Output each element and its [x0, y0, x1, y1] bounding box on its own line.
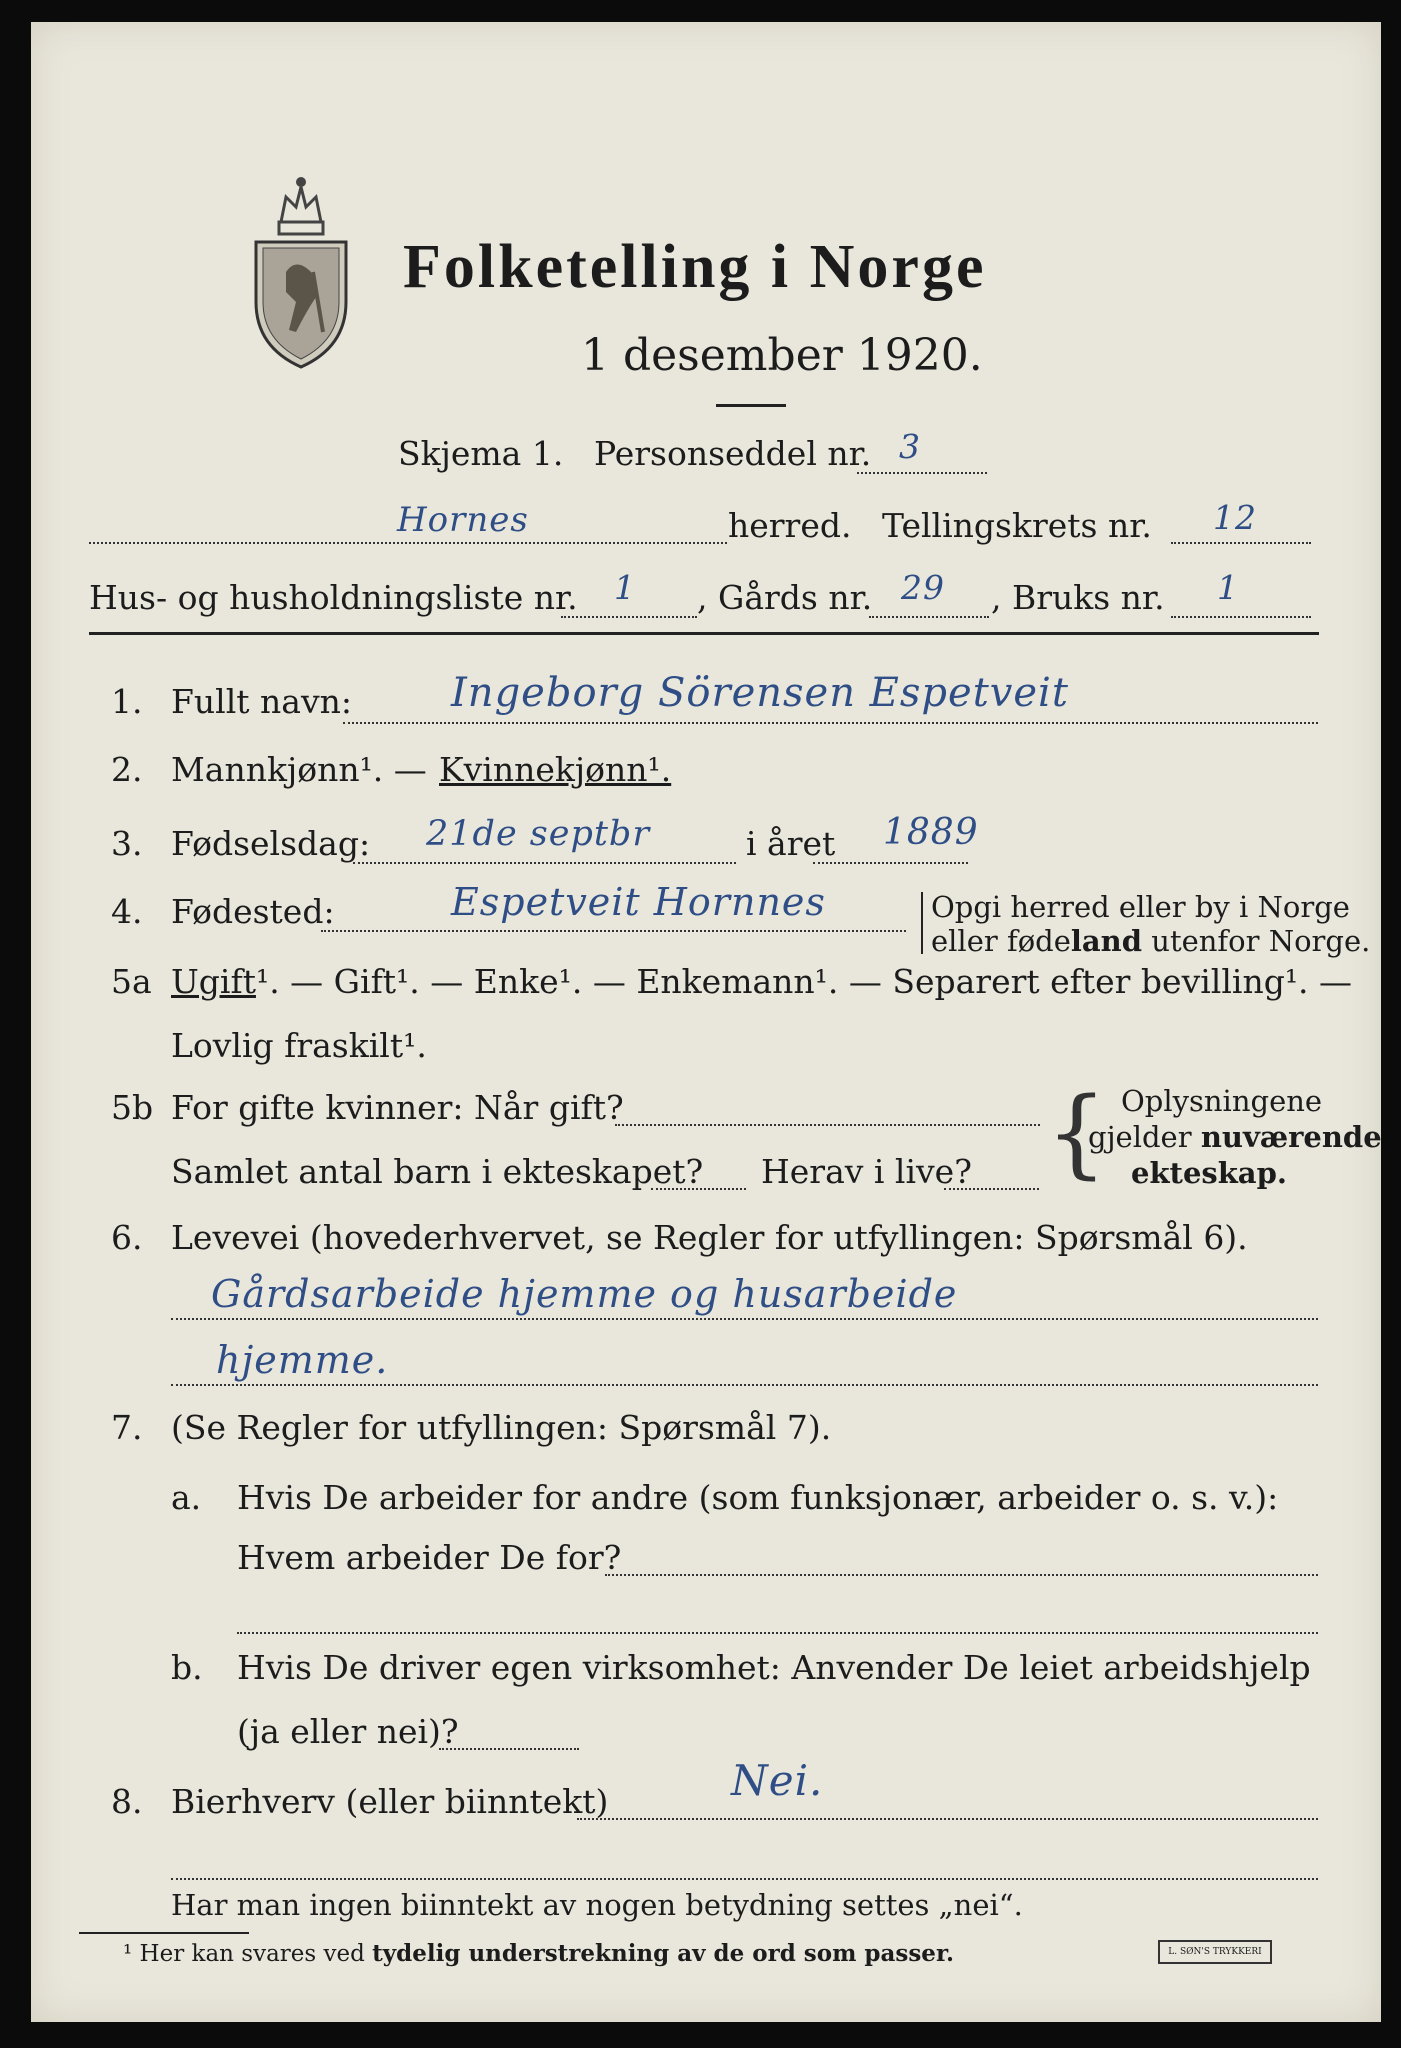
herred-value: Hornes — [397, 500, 529, 540]
personseddel-line — [857, 472, 987, 474]
q5b-brace: { — [1046, 1077, 1108, 1189]
q8-number: 8. — [111, 1782, 143, 1821]
q7b-question: (ja eller nei)? — [237, 1712, 459, 1751]
q4-note-line2 — [931, 924, 1370, 958]
nei-note: Har man ingen biinntekt av nogen betydning settes „nei“. — [171, 1888, 1023, 1922]
q7b-line — [439, 1748, 579, 1750]
q7-label: (Se Regler for utfyllingen: Spørsmål 7). — [171, 1408, 832, 1447]
census-date: 1 desember 1920. — [581, 330, 983, 381]
q4-note-bracket — [921, 892, 923, 954]
hus-value: 1 — [614, 568, 636, 607]
coat-of-arms-icon — [241, 162, 361, 372]
q5b-note2-a: gjelder — [1088, 1120, 1201, 1154]
q6-label: Levevei (hovederhvervet, se Regler for utfyllingen: Spørsmål 6). — [171, 1218, 1248, 1257]
q2-female-selected: Kvinnekjønn¹. — [439, 750, 672, 789]
birth-year-value: 1889 — [883, 812, 979, 853]
q5b-note3: ekteskap. — [1131, 1156, 1287, 1190]
q4-note-line2-c: utenfor Norge. — [1142, 924, 1371, 958]
hus-line — [561, 616, 697, 618]
q4-note-line2-b: land — [1070, 924, 1143, 958]
footnote-text: Her kan svares ved — [139, 1941, 373, 1967]
q5b-line1 — [615, 1124, 1040, 1126]
q3-year-label: i året — [746, 824, 836, 863]
q3-year-line — [813, 862, 968, 864]
q7a-question: Hvem arbeider De for? — [237, 1538, 622, 1577]
q8-label: Bierhverv (eller biinntekt) — [171, 1782, 609, 1821]
q2-number: 2. — [111, 750, 143, 789]
q3-label: Fødselsdag: — [171, 824, 371, 863]
q5a-line2: Lovlig fraskilt¹. — [171, 1026, 427, 1065]
occupation-value-line2: hjemme. — [216, 1338, 389, 1382]
gards-value: 29 — [901, 568, 945, 607]
census-form — [31, 22, 1381, 2022]
q5b-note2 — [1088, 1120, 1382, 1154]
bruks-value: 1 — [1217, 568, 1239, 607]
herred-label: herred. — [728, 506, 852, 545]
q4-note-line2-a: eller føde — [931, 924, 1071, 958]
q6-line1 — [171, 1318, 1318, 1320]
q5b-note1: Oplysningene — [1121, 1084, 1323, 1118]
q5b-number: 5b — [111, 1088, 154, 1127]
tellingskrets-label: Tellingskrets nr. — [882, 506, 1152, 545]
q2-male: Mannkjønn¹. — — [171, 750, 427, 789]
footnote-bold: tydelig understrekning av de ord som passer. — [372, 1940, 954, 1967]
q6-number: 6. — [111, 1218, 143, 1257]
q7-number: 7. — [111, 1408, 143, 1447]
header-rule — [89, 632, 1319, 635]
q5b-label3: Herav i live? — [761, 1152, 972, 1191]
q5b-label1: For gifte kvinner: Når gift? — [171, 1088, 624, 1127]
schema-label: Skjema 1. — [398, 434, 564, 473]
personseddel-label: Personseddel nr. — [594, 434, 872, 473]
q5b-label2: Samlet antal barn i ekteskapet? — [171, 1152, 704, 1191]
herred-line — [89, 542, 727, 544]
q6-line2 — [171, 1384, 1318, 1386]
hus-label: Hus- og husholdningsliste nr. — [89, 578, 578, 617]
footnote-mark: ¹ — [123, 1941, 133, 1967]
q8-line — [577, 1818, 1318, 1820]
q1-label: Fullt navn: — [171, 682, 352, 721]
q5b-line2 — [651, 1188, 746, 1190]
q5a-other-options: ¹. — Gift¹. — Enke¹. — Enkemann¹. — Separert efter bevilling¹. — — [255, 962, 1353, 1001]
form-title: Folketelling i Norge — [403, 233, 987, 301]
q8-extra-line — [171, 1878, 1318, 1880]
q7a-line2 — [237, 1632, 1318, 1634]
birthplace-value: Espetveit Hornnes — [451, 880, 826, 924]
title-divider — [716, 404, 786, 407]
q7a-label: Hvis De arbeider for andre (som funksjonær, arbeider o. s. v.): — [237, 1478, 1279, 1517]
q4-line — [321, 930, 906, 932]
footnote — [123, 1940, 954, 1967]
gards-line — [869, 616, 989, 618]
gards-label: , Gårds nr. — [697, 578, 873, 617]
personseddel-value: 3 — [899, 427, 921, 466]
birthday-value: 21de septbr — [426, 814, 651, 854]
q4-number: 4. — [111, 892, 143, 931]
q4-note-line1: Opgi herred eller by i Norge — [931, 890, 1350, 924]
occupation-value-line1: Gårdsarbeide hjemme og husarbeide — [211, 1272, 958, 1316]
q5b-note2-b: nuværende — [1200, 1120, 1382, 1154]
q5b-line3 — [944, 1188, 1039, 1190]
q1-line — [343, 722, 1318, 724]
q3-number: 3. — [111, 824, 143, 863]
q7b-number: b. — [171, 1648, 203, 1687]
q5a-ugift-selected: Ugift — [171, 962, 256, 1001]
q3-line — [353, 862, 736, 864]
q7a-number: a. — [171, 1478, 202, 1517]
q7a-line1 — [605, 1574, 1318, 1576]
footnote-rule — [79, 1932, 249, 1934]
q4-label: Fødested: — [171, 892, 335, 931]
printer-stamp: L. SØN'S TRYKKERI — [1158, 1940, 1272, 1964]
tellingskrets-line — [1171, 542, 1311, 544]
bruks-line — [1171, 616, 1311, 618]
tellingskrets-value: 12 — [1213, 498, 1257, 537]
bruks-label: , Bruks nr. — [991, 578, 1165, 617]
q5a-options — [171, 962, 1352, 1001]
side-income-value: Nei. — [731, 1756, 824, 1805]
q7b-label: Hvis De driver egen virksomhet: Anvender De leiet arbeidshjelp — [237, 1648, 1311, 1687]
full-name-value: Ingeborg Sörensen Espetveit — [451, 670, 1069, 716]
q5a-number: 5a — [111, 962, 152, 1001]
q1-number: 1. — [111, 682, 143, 721]
